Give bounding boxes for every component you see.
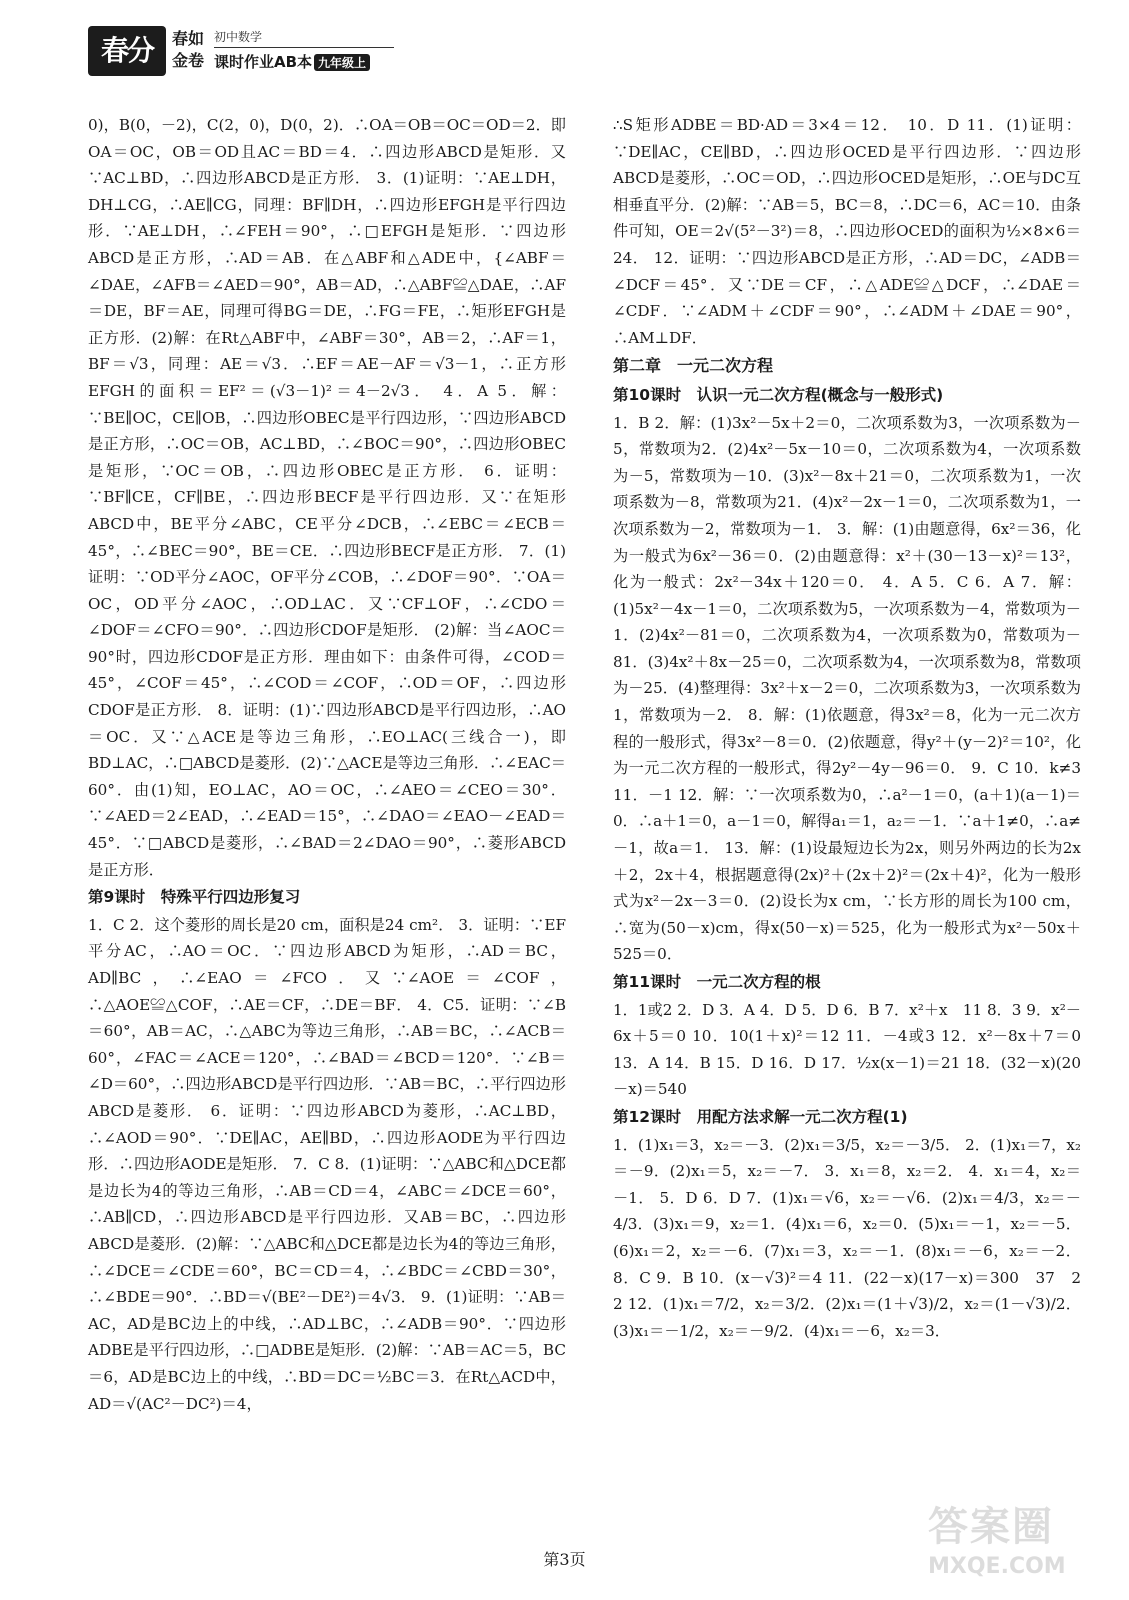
answers-lesson-11: 1．1或2 2．D 3．A 4．D 5．D 6．B 7．x²＋x 11 8．3 9．x²－6x＋5＝0 10．10(1＋x)²＝12 11．－4或3 12．x²－8x＋7＝0 13．A 14．B 15．D 16．D 17．½x(x－1)＝21 18．(32－x)(20－x)＝540 <box>613 1000 1081 1099</box>
brand-name: 春如金卷 <box>172 29 205 70</box>
answers-lesson-8-continued: 0)，B(0，－2)，C(2，0)，D(0，2)．∴OA＝OB＝OC＝OD＝2．即OA＝OC，OB＝OD且AC＝BD＝4．∴四边形ABCD是矩形．又∵AC⊥BD，∴四边形ABCD是正方形． 3．(1)证明：∵AE⊥DH，DH⊥CG，∴AE∥CG，同理：BF∥DH，∴四边形EFGH是平行四边形．∵AE⊥DH，∴∠FEH＝90°，∴□EFGH是矩形．∵四边形ABCD是正方形，∴AD＝AB．在△ABF和△ADE中，{∠ABF＝∠DAE，∠AFB＝∠AED＝90°，AB＝AD，∴△ABF≌△DAE，∴AF＝DE，BF＝AE，同理可得BG＝DE，∴FG＝FE，∴矩形EFGH是正方形．(2)解：在Rt△ABF中，∠ABF＝30°，AB＝2，∴AF＝1，BF＝√3，同理：AE＝√3．∴EF＝AE－AF＝√3－1，∴正方形EFGH的面积＝EF²＝(√3－1)²＝4－2√3． 4．A 5．解：∵BE∥OC，CE∥OB，∴四边形OBEC是平行四边形，∵四边形ABCD是正方形，∴OC＝OB，AC⊥BD，∴∠BOC＝90°，∴四边形OBEC是矩形，∵OC＝OB，∴四边形OBEC是正方形． 6．证明：∵BF∥CE，CF∥BE，∴四边形BECF是平行四边形．又∵在矩形ABCD中，BE平分∠ABC，CE平分∠DCB，∴∠EBC＝∠ECB＝45°，∴∠BEC＝90°，BE＝CE．∴四边形BECF是正方形． 7．(1)证明：∵OD平分∠AOC，OF平分∠COB，∴∠DOF＝90°．∵OA＝OC，OD平分∠AOC，∴OD⊥AC．又∵CF⊥OF，∴∠CDO＝∠DOF＝∠CFO＝90°．∴四边形CDOF是矩形． (2)解：当∠AOC＝90°时，四边形CDOF是正方形．理由如下：由条件可得，∠COD＝45°，∠COF＝45°，∴∠COD＝∠COF，∴OD＝OF，∴四边形CDOF是正方形． 8．证明：(1)∵四边形ABCD是平行四边形，∴AO＝OC．又∵△ACE是等边三角形，∴EO⊥AC(三线合一)，即BD⊥AC，∴□ABCD是菱形．(2)∵△ACE是等边三角形．∴∠EAC＝60°．由(1)知，EO⊥AC，AO＝OC，∴∠AEO＝∠CEO＝30°．∵∠AED＝2∠EAD，∴∠EAD＝15°，∴∠DAO＝∠EAO－∠EAD＝45°．∵□ABCD是菱形，∴∠BAD＝2∠DAO＝90°，∴菱形ABCD是正方形． <box>88 116 566 879</box>
answers-lesson-9-continued: ∴S矩形ADBE＝BD·AD＝3×4＝12． 10．D 11．(1)证明：∵DE∥AC，CE∥BD，∴四边形OCED是平行四边形．∵四边形ABCD是菱形，∴OC＝OD，∴四边形OCED是矩形，∴OE与DC互相垂直平分．(2)解：∵AB＝5，BC＝8，∴DC＝6，AC＝10．由条件可知，OE＝2√(5²－3²)＝8，∴四边形OCED的面积为½×8×6＝24． 12．证明：∵四边形ABCD是正方形，∴AD＝DC，∠ADB＝∠DCF＝45°．又∵DE＝CF，∴△ADE≌△DCF，∴∠DAE＝∠CDF．∵∠ADM＋∠CDF＝90°，∴∠ADM＋∠DAE＝90°，∴AM⊥DF． <box>613 116 1081 347</box>
chapter-title: 第二章 一元二次方程 <box>613 356 774 376</box>
section-title-lesson-12: 第12课时 用配方法求解一元二次方程(1) <box>613 1107 908 1126</box>
watermark <box>928 1502 1118 1594</box>
header-title <box>214 51 434 72</box>
header-titles <box>214 28 434 72</box>
answers-lesson-12: 1．(1)x₁＝3，x₂＝－3．(2)x₁＝3/5，x₂＝－3/5． 2．(1)x₁＝7，x₂＝－9．(2)x₁＝5，x₂＝－7． 3．x₁＝8，x₂＝2． 4．x₁＝4，x₂＝－1． 5．D 6．D 7．(1)x₁＝√6，x₂＝－√6．(2)x₁＝4/3，x₂＝－4/3．(3)x₁＝9，x₂＝1．(4)x₁＝6，x₂＝0．(5)x₁＝－1，x₂＝－5．(6)x₁＝2，x₂＝－6．(7)x₁＝3，x₂＝－1．(8)x₁＝－6，x₂＝－2． 8．C 9．B 10．(x－√3)²＝4 11．(22－x)(17－x)＝300 37 2 2 12．(1)x₁＝7/2，x₂＝3/2．(2)x₁＝(1＋√3)/2，x₂＝(1－√3)/2．(3)x₁＝－1/2，x₂＝－9/2．(4)x₁＝－6，x₂＝3． <box>613 1135 1097 1340</box>
watermark-text: 答案圈 <box>928 1504 1054 1550</box>
watermark-url: MXQE.COM <box>928 1554 1066 1579</box>
answers-lesson-10: 1．B 2．解：(1)3x²－5x＋2＝0，二次项系数为3，一次项系数为－5，常数项为2．(2)4x²－5x－10＝0，二次项系数为4，一次项系数为－5，常数项为－10．(3)x²－8x＋21＝0，二次项系数为1，一次项系数为－8，常数项为21．(4)x²－2x－1＝0，二次项系数为1，一次项系数为－2，常数项为－1． 3．解：(1)由题意得，6x²＝36，化为一般式为6x²－36＝0．(2)由题意得：x²＋(30－13－x)²＝13²，化为一般式：2x²－34x＋120＝0． 4．A 5．C 6．A 7．解：(1)5x²－4x－1＝0，二次项系数为5，一次项系数为－4，常数项为－1．(2)4x²－81＝0，二次项系数为4，一次项系数为0，常数项为－81．(3)4x²＋8x－25＝0，二次项系数为4，一次项系数为8，常数项为－25．(4)整理得：3x²＋x－2＝0，二次项系数为3，一次项系数为1，常数项为－2． 8．解：(1)依题意，得3x²＝8，化为一元二次方程的一般形式，得3x²－8＝0．(2)依题意，得y²＋(y－2)²＝10²，化为一元二次方程的一般形式，得2y²－4y－96＝0． 9．C 10．k≠3 11．－1 12．解：∵一次项系数为0，∴a²－1＝0，(a＋1)(a－1)＝0．∴a＋1＝0，a－1＝0，解得a₁＝1，a₂＝－1．∵a＋1≠0，∴a≠－1，故a＝1． 13．解：(1)设最短边长为2x，则另外两边的长为2x＋2，2x＋4，根据题意得(2x)²＋(2x＋2)²＝(2x＋4)²，化为一般形式为x²－2x－3＝0．(2)设长为x cm，∵长方形的周长为100 cm，∴宽为(50－x)cm，得x(50－x)＝525，化为一般形式为x²－50x＋525＝0． <box>613 413 1081 964</box>
grade-badge: 九年级上 <box>314 54 370 71</box>
page-header <box>88 24 408 84</box>
left-column <box>88 112 566 1417</box>
brand-logo: 春分 <box>88 26 166 76</box>
page-number: 第3页 <box>543 1550 586 1569</box>
header-subtitle: 初中数学 <box>214 28 394 48</box>
book-title: 课时作业AB本 <box>214 53 313 71</box>
section-title-lesson-10: 第10课时 认识一元二次方程(概念与一般形式) <box>613 385 944 404</box>
answers-lesson-9: 1．C 2．这个菱形的周长是20 cm，面积是24 cm²． 3．证明：∵EF平分AC，∴AO＝OC．∵四边形ABCD为矩形，∴AD＝BC，AD∥BC，∴∠EAO＝∠FCO．又∵∠AOE＝∠COF，∴△AOE≌△COF，∴AE＝CF，∴DE＝BF． 4．C5．证明：∵∠B＝60°，AB＝AC，∴△ABC为等边三角形，∴AB＝BC，∴∠ACB＝60°，∠FAC＝∠ACE＝120°，∴∠BAD＝∠BCD＝120°．∵∠B＝∠D＝60°，∴四边形ABCD是平行四边形．∵AB＝BC，∴平行四边形ABCD是菱形． 6．证明：∵四边形ABCD为菱形，∴AC⊥BD，∴∠AOD＝90°．∵DE∥AC，AE∥BD，∴四边形AODE为平行四边形．∴四边形AODE是矩形． 7．C 8．(1)证明：∵△ABC和△DCE都是边长为4的等边三角形，∴AB＝CD＝4，∠ABC＝∠DCE＝60°，∴AB∥CD，∴四边形ABCD是平行四边形．又AB＝BC，∴四边形ABCD是菱形．(2)解：∵△ABC和△DCE都是边长为4的等边三角形，∴∠DCE＝∠CDE＝60°，BC＝CD＝4，∴∠BDC＝∠CBD＝30°，∴∠BDE＝90°．∴BD＝√(BE²－DE²)＝4√3． 9．(1)证明：∵AB＝AC，AD是BC边上的中线，∴AD⊥BC，∴∠ADB＝90°．∵四边形ADBE是平行四边形，∴□ADBE是矩形．(2)解：∵AB＝AC＝5，BC＝6，AD是BC边上的中线，∴BD＝DC＝½BC＝3．在Rt△ACD中，AD＝√(AC²－DC²)＝4， <box>88 915 566 1413</box>
section-title-lesson-11: 第11课时 一元二次方程的根 <box>613 973 821 991</box>
section-title-lesson-9: 第9课时 特殊平行四边形复习 <box>88 888 301 907</box>
right-column <box>613 112 1097 1344</box>
